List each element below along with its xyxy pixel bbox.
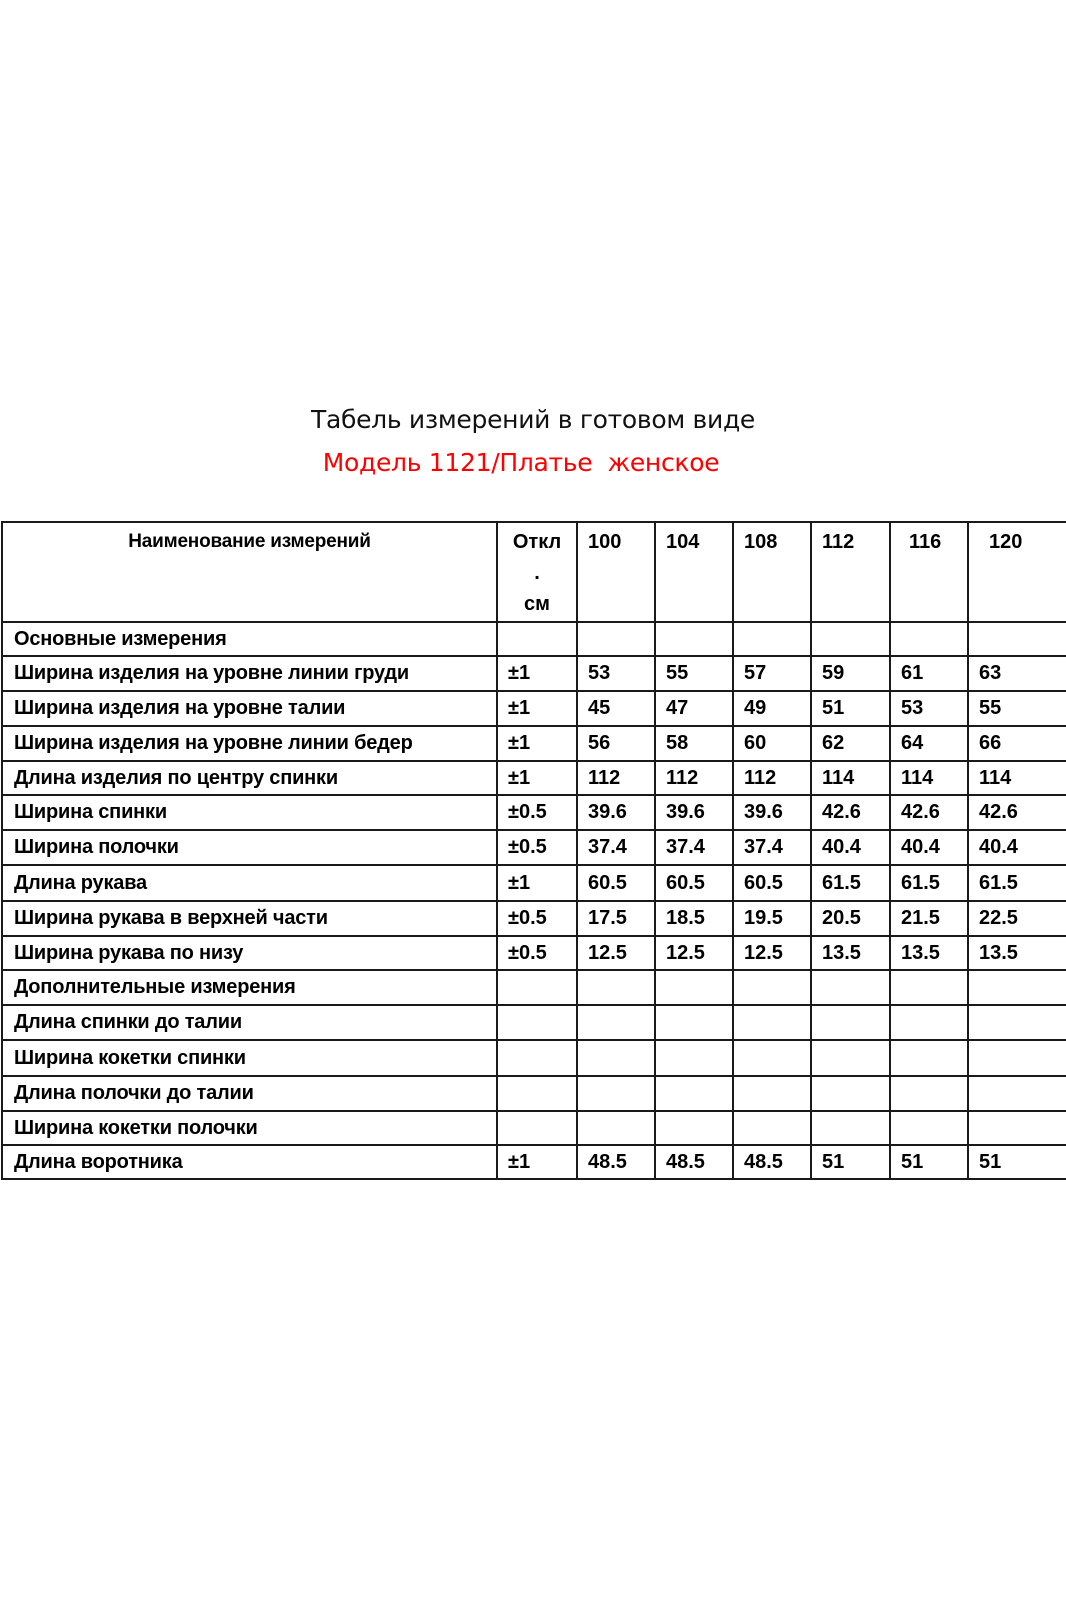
size-value-cell <box>968 970 1066 1005</box>
table-row <box>2 1076 1066 1111</box>
size-value-cell: 61.5 <box>890 865 968 901</box>
size-value-cell: 37.4 <box>733 830 811 865</box>
size-value-cell: 60.5 <box>577 865 655 901</box>
size-value-cell <box>655 1005 733 1040</box>
tolerance-header-line: . <box>534 562 540 584</box>
size-value-cell <box>968 1005 1066 1040</box>
measurement-name: Ширина изделия на уровне талии <box>2 691 497 726</box>
size-value-cell: 13.5 <box>890 936 968 970</box>
size-value-cell: 48.5 <box>577 1145 655 1179</box>
size-value-cell: 40.4 <box>811 830 890 865</box>
size-value-cell: 39.6 <box>733 795 811 830</box>
size-value-cell <box>733 1040 811 1076</box>
size-value-cell: 37.4 <box>577 830 655 865</box>
size-value-cell: 19.5 <box>733 901 811 936</box>
measurement-name: Ширина кокетки спинки <box>2 1040 497 1076</box>
size-value-cell: 51 <box>890 1145 968 1179</box>
size-value-cell <box>890 622 968 656</box>
measurement-name: Ширина полочки <box>2 830 497 865</box>
size-value-cell <box>890 1005 968 1040</box>
column-header-size: 112 <box>811 522 890 622</box>
table-row <box>2 622 1066 656</box>
size-value-cell: 114 <box>890 761 968 795</box>
size-value-cell: 61 <box>890 656 968 691</box>
table-row <box>2 970 1066 1005</box>
size-value-cell <box>968 1076 1066 1111</box>
size-value-cell: 13.5 <box>811 936 890 970</box>
size-value-cell: 61.5 <box>968 865 1066 901</box>
table-row <box>2 656 1066 691</box>
table-row <box>2 1145 1066 1179</box>
table-row <box>2 761 1066 795</box>
measurement-name: Ширина изделия на уровне линии груди <box>2 656 497 691</box>
table-row <box>2 691 1066 726</box>
size-value-cell: 49 <box>733 691 811 726</box>
measurement-name: Ширина кокетки полочки <box>2 1111 497 1145</box>
size-value-cell: 58 <box>655 726 733 761</box>
size-value-cell <box>577 1005 655 1040</box>
size-value-cell: 114 <box>968 761 1066 795</box>
size-value-cell: 42.6 <box>968 795 1066 830</box>
size-value-cell: 13.5 <box>968 936 1066 970</box>
size-value-cell: 51 <box>811 1145 890 1179</box>
size-value-cell <box>811 1005 890 1040</box>
size-value-cell: 114 <box>811 761 890 795</box>
table-row <box>2 1005 1066 1040</box>
tolerance-cell: ±1 <box>497 656 577 691</box>
size-value-cell: 60.5 <box>733 865 811 901</box>
tolerance-cell <box>497 1040 577 1076</box>
size-value-cell: 40.4 <box>890 830 968 865</box>
measurement-name: Длина полочки до талии <box>2 1076 497 1111</box>
size-value-cell: 51 <box>968 1145 1066 1179</box>
column-header-size: 104 <box>655 522 733 622</box>
page-title: Табель измерений в готовом виде <box>310 405 756 434</box>
size-value-cell <box>655 1076 733 1111</box>
size-value-cell: 37.4 <box>655 830 733 865</box>
size-value-cell <box>811 1111 890 1145</box>
size-value-cell: 40.4 <box>968 830 1066 865</box>
size-value-cell <box>733 1111 811 1145</box>
tolerance-cell: ±1 <box>497 691 577 726</box>
table-row <box>2 726 1066 761</box>
tolerance-cell: ±1 <box>497 1145 577 1179</box>
size-value-cell: 39.6 <box>655 795 733 830</box>
measurement-name: Длина воротника <box>2 1145 497 1179</box>
tolerance-header-line: см <box>524 593 550 615</box>
size-value-cell: 20.5 <box>811 901 890 936</box>
size-value-cell: 61.5 <box>811 865 890 901</box>
size-value-cell <box>733 622 811 656</box>
tolerance-cell <box>497 1111 577 1145</box>
measurement-name: Длина спинки до талии <box>2 1005 497 1040</box>
size-value-cell: 64 <box>890 726 968 761</box>
column-header-name: Наименование измерений <box>2 522 497 622</box>
measurement-name: Ширина спинки <box>2 795 497 830</box>
tolerance-cell: ±0.5 <box>497 936 577 970</box>
size-value-cell <box>655 622 733 656</box>
tolerance-cell: ±0.5 <box>497 795 577 830</box>
size-value-cell: 112 <box>733 761 811 795</box>
size-value-cell <box>733 970 811 1005</box>
size-value-cell <box>577 622 655 656</box>
size-value-cell: 60 <box>733 726 811 761</box>
size-value-cell: 59 <box>811 656 890 691</box>
size-value-cell <box>733 1076 811 1111</box>
size-value-cell <box>655 970 733 1005</box>
size-value-cell: 12.5 <box>655 936 733 970</box>
size-value-cell: 55 <box>968 691 1066 726</box>
size-value-cell: 48.5 <box>655 1145 733 1179</box>
size-value-cell <box>811 1040 890 1076</box>
size-value-cell <box>968 622 1066 656</box>
size-value-cell: 63 <box>968 656 1066 691</box>
column-header-size: 100 <box>577 522 655 622</box>
size-value-cell <box>890 1040 968 1076</box>
size-value-cell: 39.6 <box>577 795 655 830</box>
size-value-cell: 53 <box>577 656 655 691</box>
size-value-cell: 17.5 <box>577 901 655 936</box>
table-row <box>2 865 1066 901</box>
tolerance-cell: ±0.5 <box>497 901 577 936</box>
size-value-cell: 42.6 <box>890 795 968 830</box>
size-value-cell <box>890 970 968 1005</box>
tolerance-header-line: Откл <box>512 531 562 553</box>
size-value-cell <box>968 1111 1066 1145</box>
table-row <box>2 795 1066 830</box>
measurement-name: Длина рукава <box>2 865 497 901</box>
table-header-row <box>2 522 1066 622</box>
table-row <box>2 936 1066 970</box>
size-value-cell <box>577 970 655 1005</box>
measurement-name: Дополнительные измерения <box>2 970 497 1005</box>
size-value-cell: 12.5 <box>733 936 811 970</box>
measurement-name: Ширина рукава по низу <box>2 936 497 970</box>
table-row <box>2 901 1066 936</box>
measurement-name: Ширина изделия на уровне линии бедер <box>2 726 497 761</box>
size-value-cell: 42.6 <box>811 795 890 830</box>
tolerance-cell <box>497 1076 577 1111</box>
size-value-cell: 62 <box>811 726 890 761</box>
size-value-cell: 22.5 <box>968 901 1066 936</box>
size-value-cell <box>655 1040 733 1076</box>
size-value-cell <box>577 1040 655 1076</box>
size-value-cell: 47 <box>655 691 733 726</box>
size-value-cell <box>811 1076 890 1111</box>
size-value-cell <box>890 1076 968 1111</box>
table-row <box>2 1040 1066 1076</box>
size-value-cell: 45 <box>577 691 655 726</box>
size-value-cell: 60.5 <box>655 865 733 901</box>
model-subtitle: Модель 1121/Платье женское <box>322 448 720 477</box>
tolerance-cell: ±1 <box>497 761 577 795</box>
size-value-cell: 56 <box>577 726 655 761</box>
column-header-size: 108 <box>733 522 811 622</box>
column-header-tolerance <box>497 522 577 622</box>
tolerance-cell: ±0.5 <box>497 830 577 865</box>
size-value-cell: 55 <box>655 656 733 691</box>
column-header-size: 120 <box>968 522 1066 622</box>
tolerance-cell <box>497 1005 577 1040</box>
measurement-table <box>1 521 1066 1180</box>
tolerance-cell: ±1 <box>497 865 577 901</box>
size-value-cell <box>890 1111 968 1145</box>
tolerance-cell <box>497 970 577 1005</box>
measurement-name: Ширина рукава в верхней части <box>2 901 497 936</box>
size-value-cell <box>811 970 890 1005</box>
table-row <box>2 830 1066 865</box>
size-value-cell: 112 <box>655 761 733 795</box>
tolerance-cell: ±1 <box>497 726 577 761</box>
size-value-cell: 21.5 <box>890 901 968 936</box>
size-value-cell <box>577 1111 655 1145</box>
size-value-cell: 48.5 <box>733 1145 811 1179</box>
size-value-cell: 12.5 <box>577 936 655 970</box>
measurement-name: Основные измерения <box>2 622 497 656</box>
size-value-cell <box>655 1111 733 1145</box>
size-value-cell: 66 <box>968 726 1066 761</box>
measurement-name: Длина изделия по центру спинки <box>2 761 497 795</box>
size-value-cell: 18.5 <box>655 901 733 936</box>
column-header-size: 116 <box>890 522 968 622</box>
size-value-cell <box>733 1005 811 1040</box>
table-row <box>2 1111 1066 1145</box>
size-value-cell: 51 <box>811 691 890 726</box>
size-value-cell: 53 <box>890 691 968 726</box>
tolerance-cell <box>497 622 577 656</box>
size-value-cell <box>968 1040 1066 1076</box>
size-value-cell <box>811 622 890 656</box>
size-value-cell: 112 <box>577 761 655 795</box>
size-value-cell <box>577 1076 655 1111</box>
size-value-cell: 57 <box>733 656 811 691</box>
